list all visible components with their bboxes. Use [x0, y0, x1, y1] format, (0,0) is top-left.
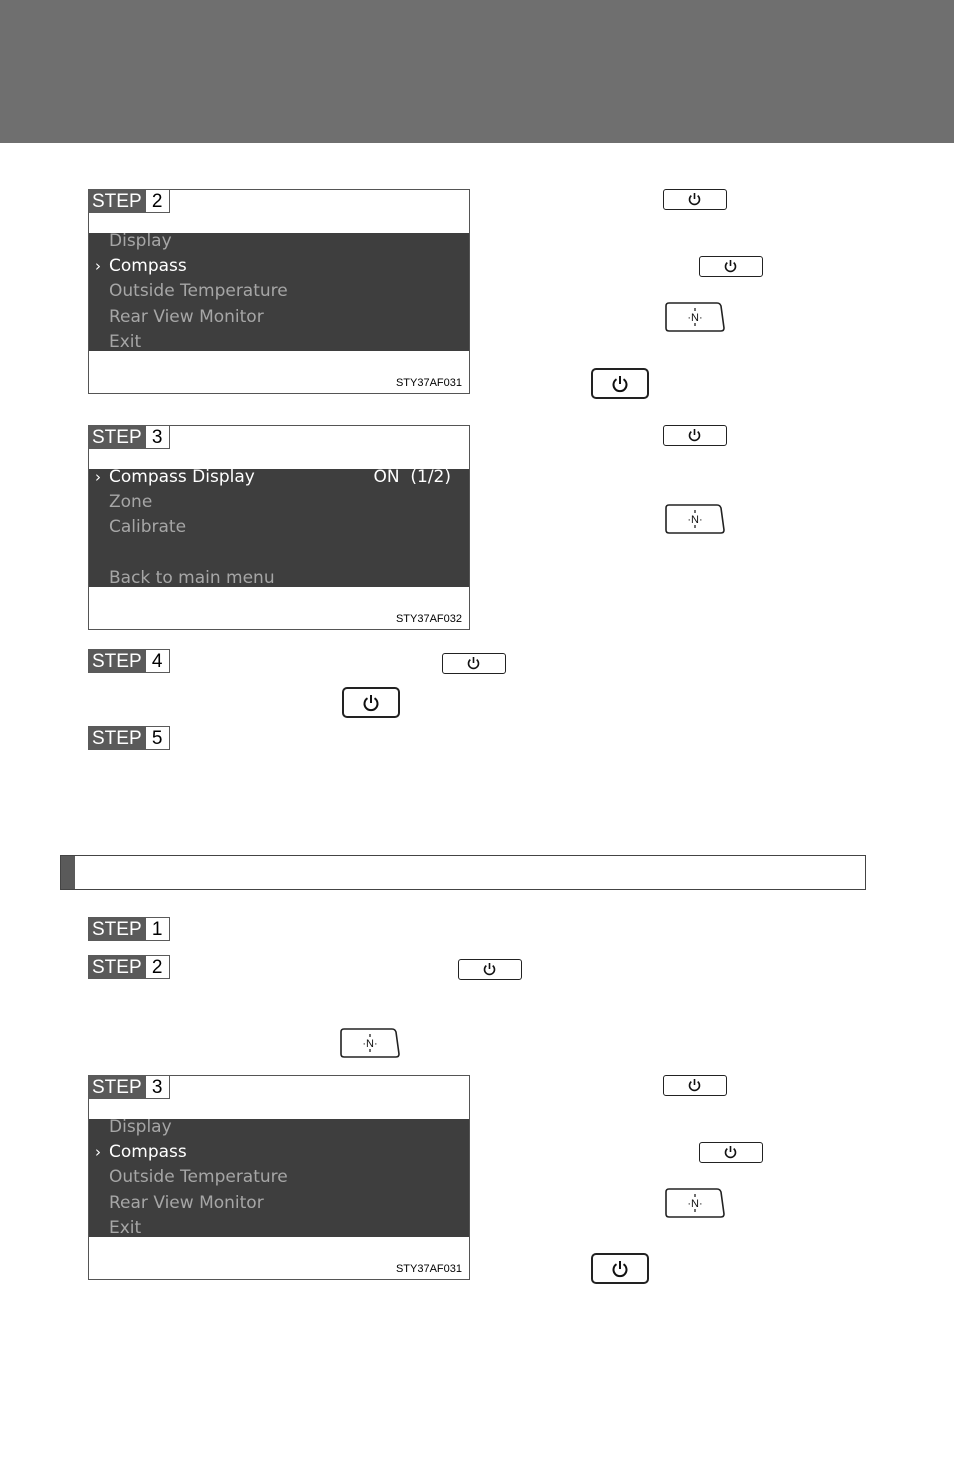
- step-label: STEP: [88, 955, 146, 979]
- menu-item-compass: [95, 1140, 187, 1165]
- power-icon: [342, 687, 400, 718]
- figure-code: STY37AF031: [395, 1263, 462, 1275]
- power-icon: [591, 368, 649, 399]
- step-label: STEP: [88, 726, 146, 750]
- menu-item-compass: [95, 254, 187, 279]
- svg-text:·N·: ·N·: [687, 514, 703, 526]
- step-label: STEP: [88, 425, 146, 449]
- menu-item-outside-temperature: Outside Temperature: [109, 281, 288, 301]
- power-icon: [458, 959, 522, 980]
- menu-item-calibrate: Calibrate: [109, 517, 187, 537]
- menu-item-label: Compass: [109, 1142, 187, 1162]
- step-label: STEP: [88, 917, 146, 941]
- compass-n-icon: [665, 502, 725, 534]
- compass-n-icon: [340, 1026, 400, 1058]
- menu-item-rear-view-monitor: Rear View Monitor: [109, 1193, 264, 1213]
- menu-item-compass-display: [95, 465, 255, 490]
- compass-n-icon: [665, 1186, 725, 1218]
- step-number: 4: [146, 649, 170, 673]
- display-screen: [89, 469, 469, 587]
- figure-code: STY37AF031: [395, 377, 462, 389]
- step-badge: [88, 917, 170, 941]
- step-badge: [88, 955, 170, 979]
- svg-text:·N·: ·N·: [687, 1198, 703, 1210]
- chevron-right-icon: ›: [95, 257, 101, 275]
- step-number: 5: [146, 726, 170, 750]
- menu-item-rear-view-monitor: Rear View Monitor: [109, 307, 264, 327]
- display-screen: [89, 1119, 469, 1237]
- menu-item-exit: Exit: [109, 332, 142, 352]
- page-header-bar: [0, 0, 954, 143]
- svg-text:·N·: ·N·: [362, 1038, 378, 1050]
- chevron-right-icon: ›: [95, 1143, 101, 1161]
- step-label: STEP: [88, 1075, 146, 1099]
- menu-item-label: Compass Display: [109, 467, 255, 487]
- step-number: 2: [146, 955, 170, 979]
- step-number: 3: [146, 1075, 170, 1099]
- menu-item-outside-temperature: Outside Temperature: [109, 1167, 288, 1187]
- step-badge: [88, 425, 170, 449]
- screen-illustration-main-menu: [88, 189, 470, 394]
- power-icon: [591, 1253, 649, 1284]
- step-number: 1: [146, 917, 170, 941]
- step-badge: [88, 1075, 170, 1099]
- step-label: STEP: [88, 189, 146, 213]
- power-icon: [442, 653, 506, 674]
- power-icon: [699, 256, 763, 277]
- power-icon: [663, 425, 727, 446]
- menu-item-back-to-main-menu: Back to main menu: [109, 568, 275, 588]
- screen-illustration-compass-menu: [88, 425, 470, 630]
- step-number: 3: [146, 425, 170, 449]
- screen-illustration-main-menu-2: [88, 1075, 470, 1280]
- step-badge: [88, 649, 170, 673]
- menu-item-display: Display: [109, 1117, 172, 1137]
- step-number: 2: [146, 189, 170, 213]
- step-badge: [88, 726, 170, 750]
- menu-item-label: Compass: [109, 256, 187, 276]
- power-icon: [663, 189, 727, 210]
- chevron-right-icon: ›: [95, 468, 101, 486]
- step-label: STEP: [88, 649, 146, 673]
- power-icon: [663, 1075, 727, 1096]
- display-screen: [89, 233, 469, 351]
- menu-item-display: Display: [109, 231, 172, 251]
- section-heading-bar: [60, 855, 866, 890]
- compass-n-icon: [665, 300, 725, 332]
- svg-text:·N·: ·N·: [687, 312, 703, 324]
- menu-item-exit: Exit: [109, 1218, 142, 1238]
- menu-item-zone: Zone: [109, 492, 153, 512]
- section-marker: [61, 856, 75, 889]
- step-badge: [88, 189, 170, 213]
- menu-item-value: ON (1/2): [373, 467, 451, 487]
- figure-code: STY37AF032: [395, 613, 462, 625]
- power-icon: [699, 1142, 763, 1163]
